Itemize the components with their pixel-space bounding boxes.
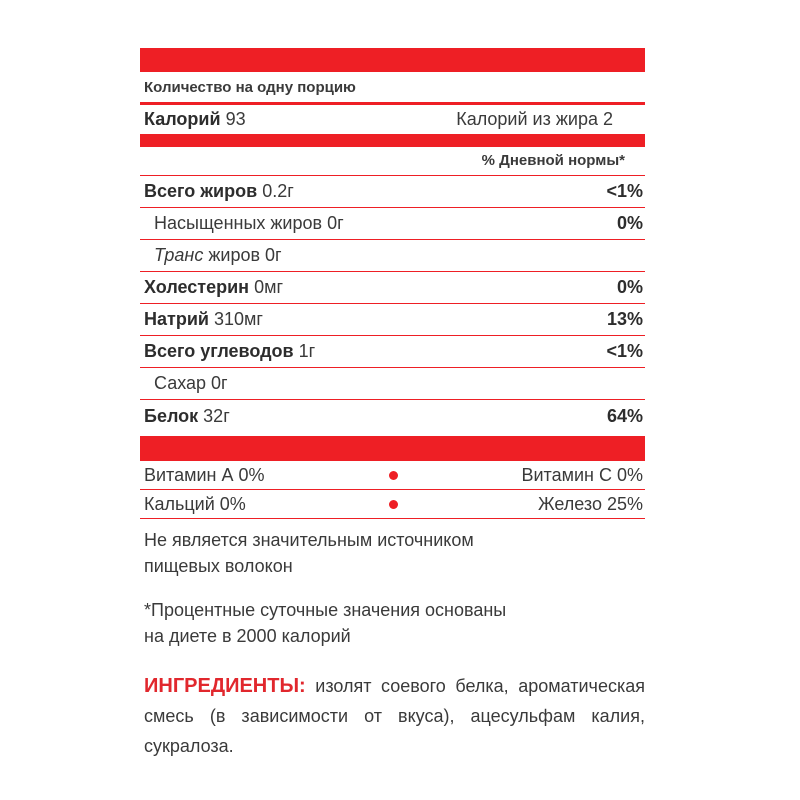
sat-fat-pct: 0% [616,213,643,233]
total-fat-pct: <1% [606,181,643,201]
nutrition-label [140,48,645,761]
sodium-row: Натрий 310мг 13% [140,304,645,336]
vitamins-row-2 [140,490,645,519]
ingredients-text: изолят соевого белка, ароматическая смесь (в зависимости от вкуса), ацесульфам калия, сукралоза. [144,676,645,756]
calcium: Кальций 0% [144,493,246,514]
total-fat-row: Всего жиров 0.2г <1% [140,176,645,208]
bottom-red-bar [140,436,645,461]
calories-label: Калорий [144,109,221,129]
carbs-pct: <1% [606,341,643,361]
protein-pct: 64% [606,405,643,426]
protein-row: Белок 32г 64% [144,405,643,426]
daily-value-header: % Дневной нормы* [140,147,645,176]
bullet-dot-icon [389,471,398,480]
daily-value-note: *Процентные суточные значения основаны на диете в 2000 калорий [144,600,507,646]
iron: Железо 25% [537,493,643,514]
calories-value: 93 [225,109,246,129]
fiber-note: Не является значительным источником пищевых волокон [144,530,474,576]
ingredients-heading: ИНГРЕДИЕНТЫ: [144,675,306,697]
cholesterol-row: Холестерин 0мг 0% [140,272,645,304]
trans-fat-row: Транс жиров 0г [140,240,645,272]
carbs-row: Всего углеводов 1г <1% [140,336,645,368]
calories-row [140,102,645,134]
ingredients [140,671,645,761]
bullet-dot-icon [389,500,398,509]
fat-calories: Калорий из жира 2 [456,109,613,129]
vitamin-a: Витамин А 0% [144,464,265,485]
sugar-row: Сахар 0г [140,368,645,400]
serving-size: Количество на одну порцию [144,78,356,96]
top-red-bar [140,48,645,72]
sat-fat-row: Насыщенных жиров 0г 0% [140,208,645,240]
cholesterol-pct: 0% [616,277,643,297]
vitamins-row-1 [140,461,645,490]
mid-red-bar [140,134,645,147]
sodium-pct: 13% [606,309,643,329]
vitamin-c: Витамин С 0% [521,464,643,485]
